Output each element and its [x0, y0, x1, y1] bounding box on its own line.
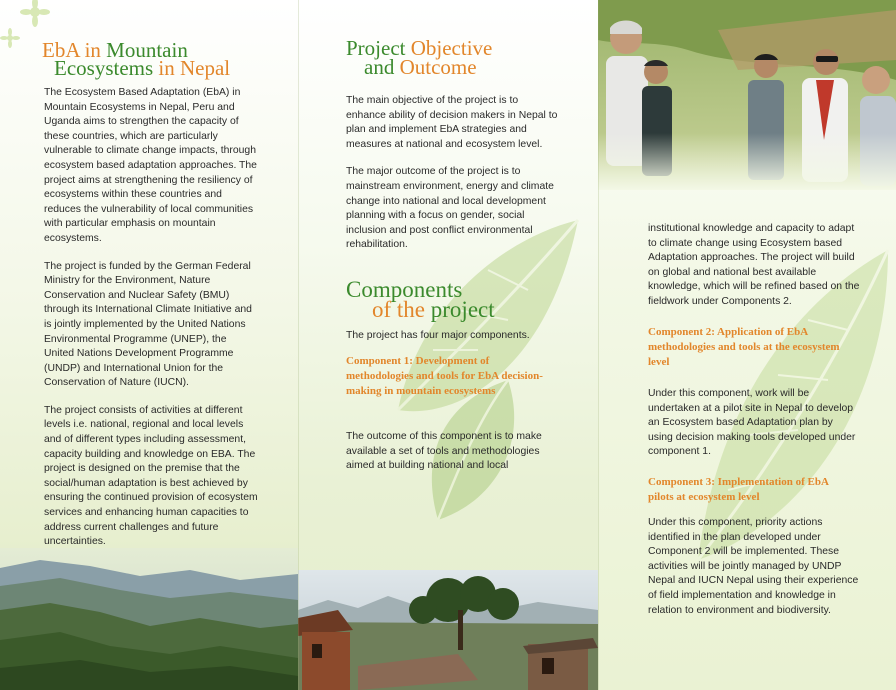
objective-paragraph: The main objective of the project is to enhance ability of decision makers in Nepal to plan and implement EbA strategies and measures at national and ecosystem level. — [346, 95, 558, 150]
component2-text: Under this component, work will be undertaken at a pilot site in Nepal to develop an Ecosystem based Adaptation plan by using decision making tools developed under component 1. — [648, 388, 856, 458]
panel1-paragraph: The Ecosystem Based Adaptation (EbA) in Mountain Ecosystems in Nepal, Peru and Uganda aims to strengthen the capacity of these countries, which are particularly vulnerable to climate change impacts, through ecosystem based adaptation approaches. The project aims at strengthening the resiliency of ecosystems within these countries and reduces the vulnerability of local communities with particular emphasis on mountain ecosystems. — [44, 87, 257, 244]
panel1-body — [44, 86, 258, 563]
component1-heading: Component 1: Development of methodologies and tools for EbA decision-making in mountain ecosystems — [346, 355, 543, 397]
panel1-title — [42, 40, 230, 79]
panel2-objective-title — [346, 38, 492, 78]
outcome-paragraph: The major outcome of the project is to mainstream environment, energy and climate change into national and local development planning with a focus on gender, social inclusion and post conflict environmental rehabilitation. — [346, 166, 554, 251]
panel2-objective-body — [346, 94, 558, 266]
component1-text: The outcome of this component is to make available a set of tools and methodologies aimed at building national and local — [346, 431, 542, 472]
panel2-title-word: Project — [346, 36, 411, 60]
panel1-paragraph: The project consists of activities at different levels i.e. national, regional and local levels and of different types including assessment, capacity building and knowledge on EBA. The project is designed on the premise that the social/human adaptation is best achieved by ensuring the continued provision of ecosystem services and enhancing human capacities to address current challenges and future uncertainties. — [44, 404, 258, 548]
panel2-title-word: Objective — [410, 36, 493, 60]
component3-text: Under this component, priority actions identified in the plan developed under Component 2 will be implemented. These activities will be jointly managed by UNDP Nepal and IUCN Nepal using their experience of field implementation and knowledge in relation to environment and biodiversity. — [648, 517, 859, 616]
components-intro: The project has four major components. — [346, 330, 530, 341]
panel1-title-word: Mountain — [106, 38, 188, 62]
field-team-photo — [598, 0, 896, 190]
panel2-title-word: Outcome — [399, 55, 477, 79]
panel1-title-word: in Nepal — [158, 56, 231, 80]
component3-heading: Component 3: Implementation of EbA pilots at ecosystem level — [648, 476, 829, 503]
components-title-word: project — [430, 297, 495, 322]
panel-objective-and-components — [298, 0, 598, 690]
panel2-title-word: and — [364, 55, 400, 79]
mountain-landscape-photo — [0, 548, 298, 690]
components-title-word: Components — [346, 277, 463, 302]
village-photo — [298, 570, 598, 690]
components-title — [346, 278, 495, 321]
panel-components-continued — [598, 0, 896, 690]
panel1-paragraph: The project is funded by the German Federal Ministry for the Environment, Nature Conservation and Nuclear Safety (BMU) through its International Climate Initiative and is jointly implemented by the United Nations Environmental Programme (UNEP), the United Nations Development Programme (UNDP) and International Union for the Conservation of Nature (IUCN). — [44, 260, 252, 389]
panel1-title-word: Ecosystems — [54, 56, 159, 80]
components-title-word: of the — [372, 297, 431, 322]
component2-heading: Component 2: Application of EbA methodologies and tools at the ecosystem level — [648, 326, 840, 368]
panel-fold-divider — [298, 0, 299, 690]
panel1-title-word: EbA in — [42, 38, 107, 62]
panel-eba-in-mountain-ecosystems — [0, 0, 298, 690]
panel-fold-divider — [598, 0, 599, 690]
component1-text-continued: institutional knowledge and capacity to adapt to climate change using Ecosystem based Adaptation approaches. The project will build on global and national best available knowledge, which will be refined based on the fieldwork under Components 2. — [648, 223, 860, 307]
